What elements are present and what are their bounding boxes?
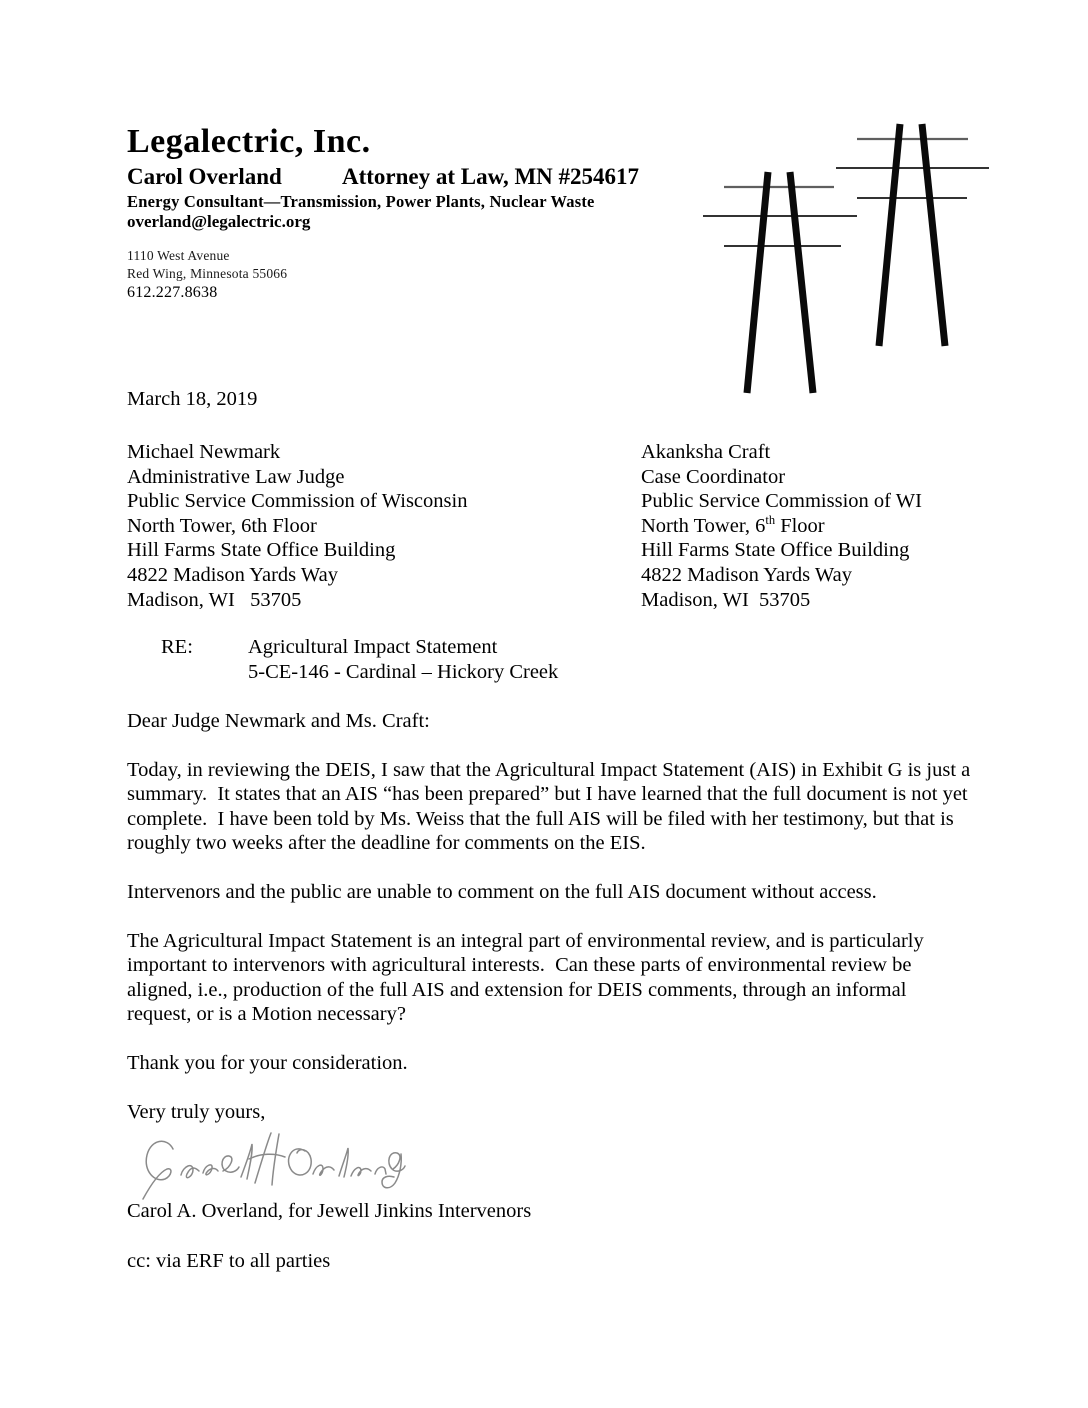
re-label: RE: — [161, 636, 193, 659]
recipient-line: Akanksha Craft — [641, 441, 771, 463]
re-block — [127, 635, 973, 685]
re-subject — [248, 635, 558, 685]
attorney-title: Attorney at Law, MN #254617 — [342, 164, 640, 189]
recipient-line: Case Coordinator — [641, 465, 786, 488]
recipient-line: Madison, WI 53705 — [127, 588, 302, 611]
letterhead-email: overland@legalectric.org — [127, 212, 311, 231]
recipient-block-right — [641, 440, 922, 612]
superscript-th: th — [765, 512, 776, 527]
recipient-line: Administrative Law Judge — [127, 465, 345, 488]
recipient-line: Madison, WI 53705 — [641, 588, 811, 611]
thanks-line: Thank you for your consideration. — [127, 1051, 408, 1074]
recipient-block-left — [127, 440, 641, 612]
recipient-line: Public Service Commission of Wisconsin — [127, 490, 468, 513]
recipient-line: 4822 Madison Yards Way — [127, 563, 338, 586]
salutation: Dear Judge Newmark and Ms. Craft: — [127, 709, 430, 732]
city-state-zip: Red Wing, Minnesota 55066 — [127, 266, 288, 281]
body-paragraph: The Agricultural Impact Statement is an integral part of environmental review, and is particularly important to intervenors with agricultural interests. Can these parts of environmental review be aligned, i.e., production of the full AIS and extension for DEIS comments, through an informal request, or is a Motion necessary? — [127, 929, 929, 1026]
body-paragraph: Intervenors and the public are unable to comment on the full AIS document without access. — [127, 880, 877, 903]
recipient-blocks — [127, 440, 973, 612]
re-subject-line1: Agricultural Impact Statement — [248, 636, 498, 659]
recipient-line: North Tower, 6th Floor — [127, 514, 317, 537]
signature-image — [137, 1129, 409, 1205]
recipient-line: North Tower, 6th Floor — [641, 512, 825, 537]
signer-line: Carol A. Overland, for Jewell Jinkins Intervenors — [127, 1199, 532, 1222]
recipient-line: 4822 Madison Yards Way — [641, 563, 852, 586]
phone-number: 612.227.8638 — [127, 284, 218, 301]
recipient-line: Hill Farms State Office Building — [127, 539, 396, 562]
closing-line: Very truly yours, — [127, 1100, 266, 1123]
attorney-name: Carol Overland — [127, 164, 282, 189]
tower-right — [836, 124, 989, 346]
letterhead-tagline: Energy Consultant—Transmission, Power Plants, Nuclear Waste — [127, 192, 595, 211]
recipient-line: Hill Farms State Office Building — [641, 539, 910, 562]
street-address: 1110 West Avenue — [127, 248, 230, 263]
transmission-towers-logo-icon — [695, 118, 995, 403]
tower-left — [703, 172, 857, 393]
re-subject-line2: 5-CE-146 - Cardinal – Hickory Creek — [248, 661, 559, 684]
body-paragraph: Today, in reviewing the DEIS, I saw that the Agricultural Impact Statement (AIS) in Exhibit G is just a summary. It states that an AIS “has been prepared” but I have learned that the full document is not yet complete. I have been told by Ms. Weiss that the full AIS will be filed with her testimony, but that is roughly two weeks after the deadline for comments on the EIS. — [127, 758, 976, 855]
recipient-line: Michael Newmark — [127, 441, 281, 463]
recipient-line: Public Service Commission of WI — [641, 490, 922, 513]
company-name: Legalectric, Inc. — [127, 123, 371, 160]
letter-date: March 18, 2019 — [127, 388, 258, 410]
cc-line: cc: via ERF to all parties — [127, 1249, 331, 1272]
